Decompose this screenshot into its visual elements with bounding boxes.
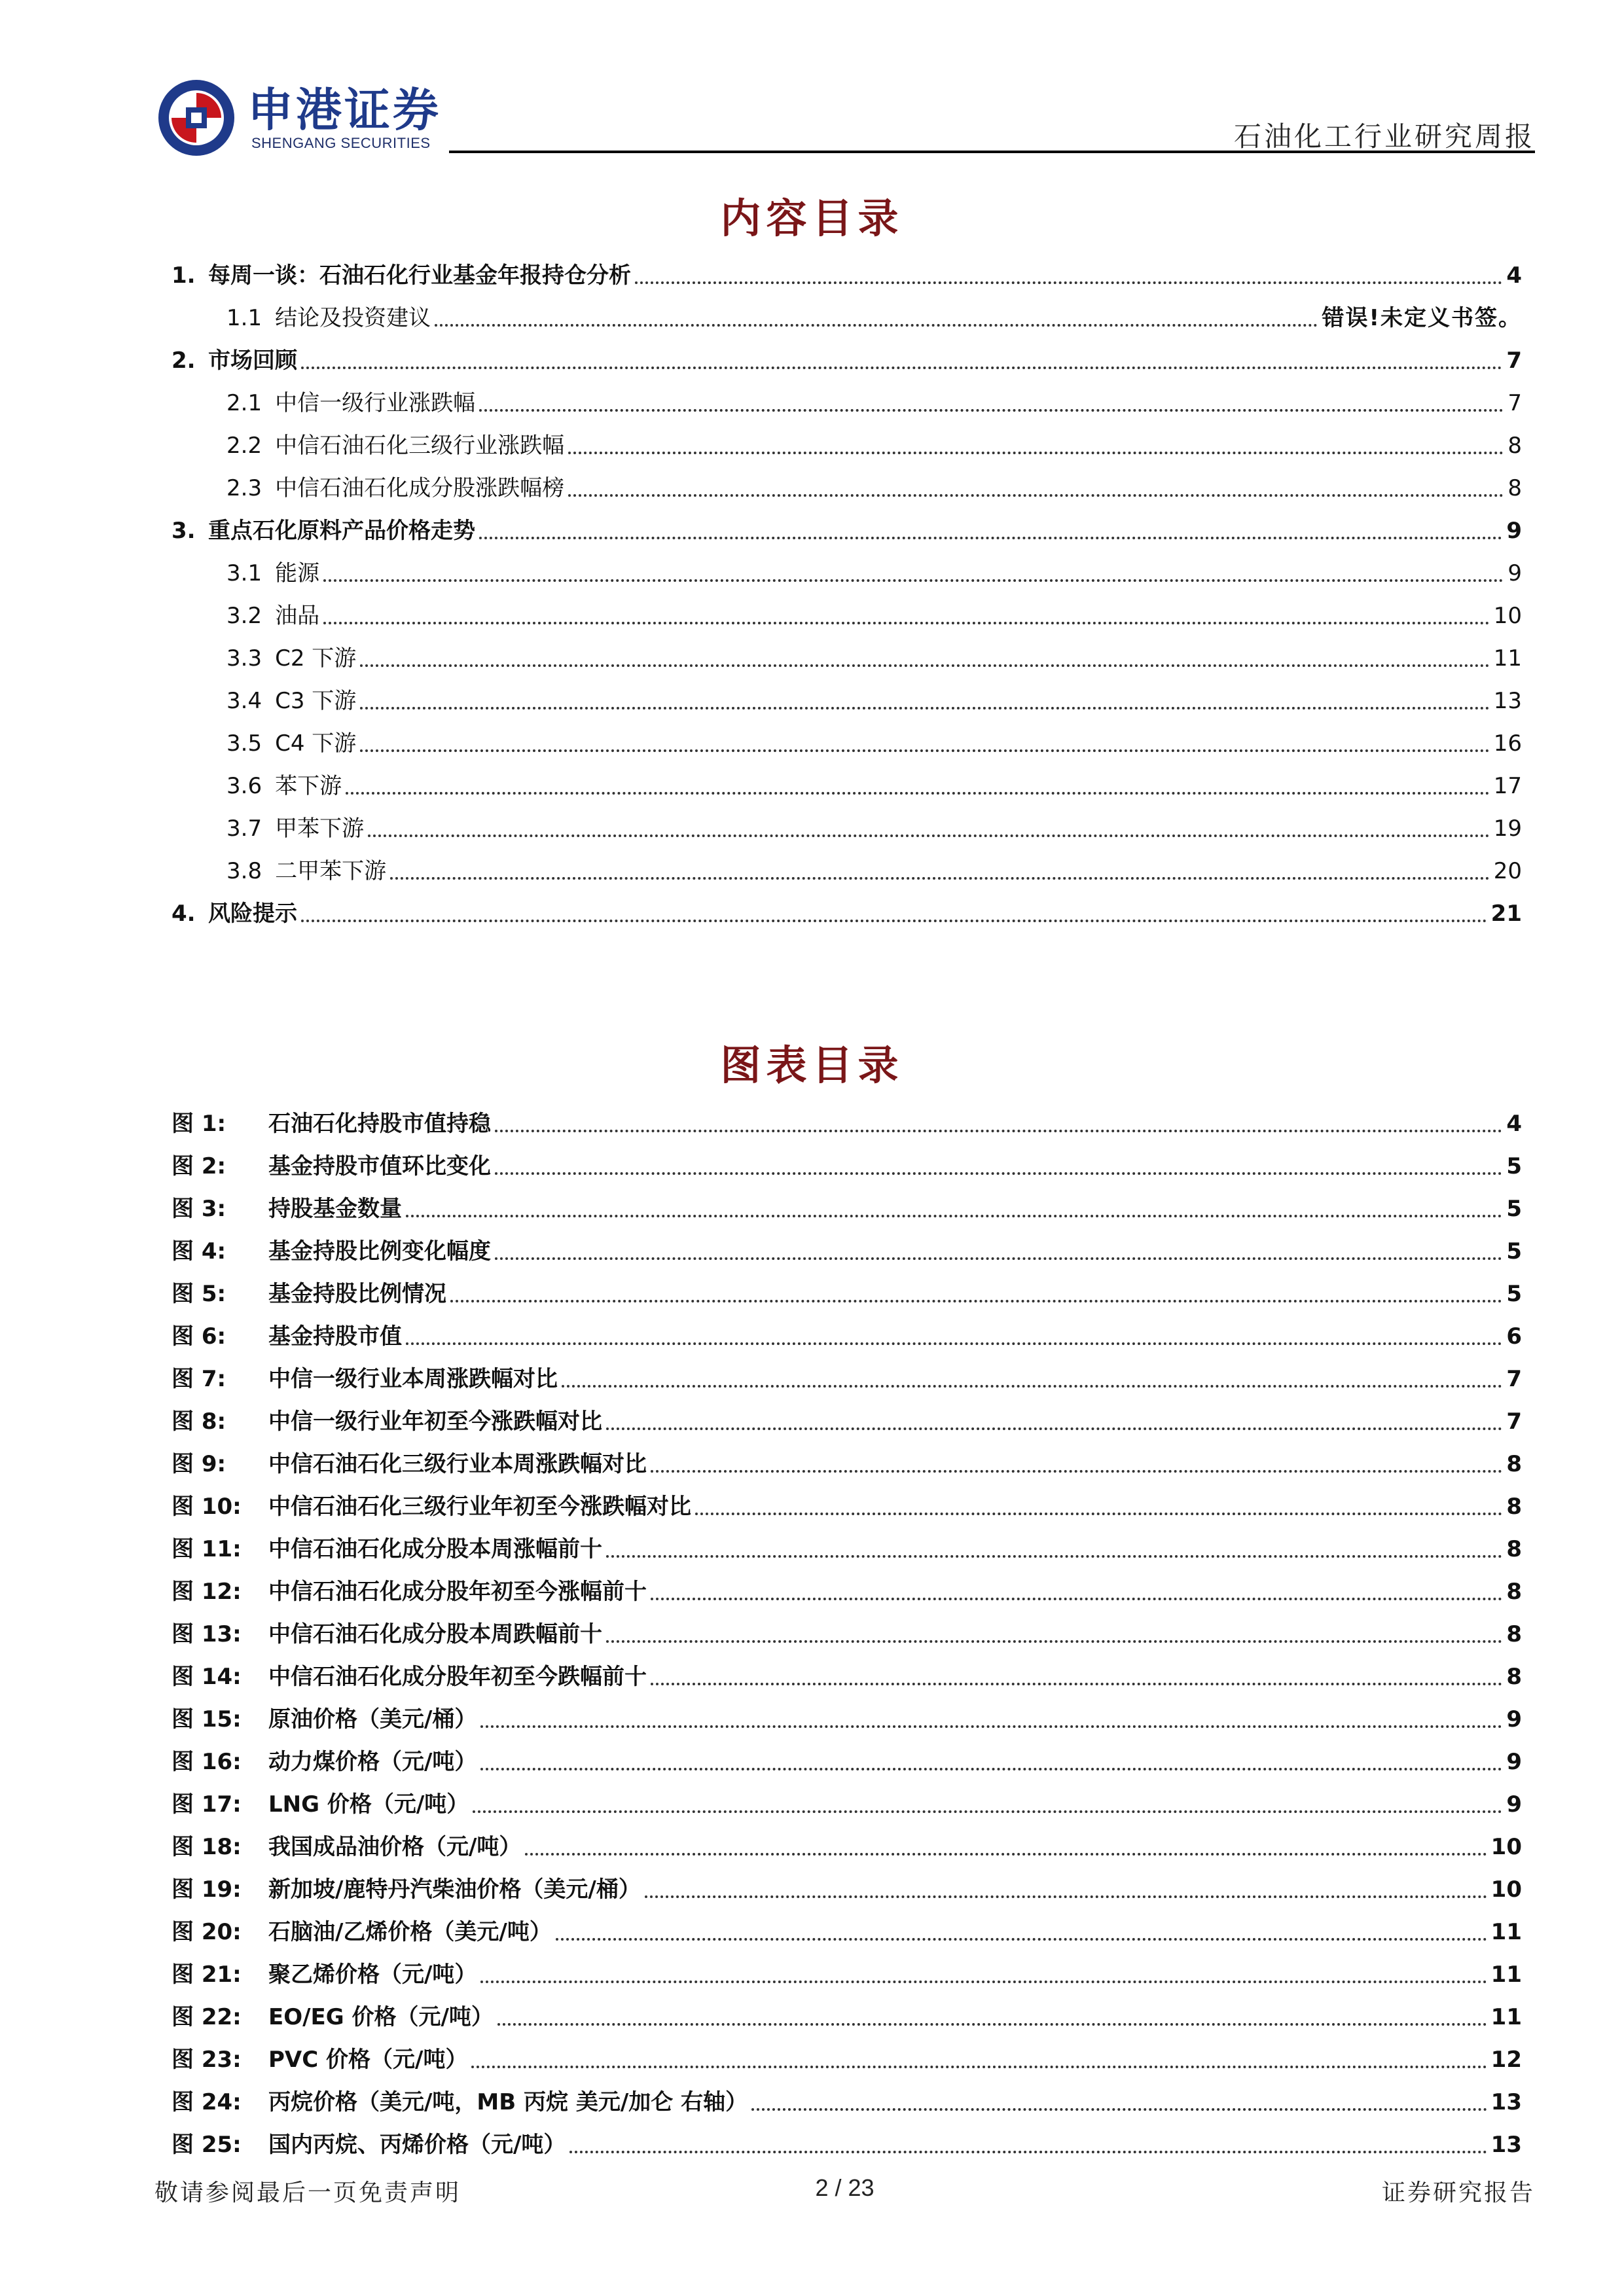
toc-entry-page: 8 [1507, 475, 1522, 501]
toc-entry-number: 3.3 [226, 645, 262, 672]
toc-entry[interactable] [171, 384, 1522, 418]
dot-leader [323, 579, 1504, 582]
figure-entry[interactable] [171, 1998, 1522, 2032]
toc-entry-label: 二甲苯下游 [275, 858, 387, 884]
figures-heading: 图表目录 [720, 1041, 904, 1089]
dot-leader [495, 1257, 1502, 1260]
figure-entry-page: 6 [1506, 1323, 1522, 1350]
figure-entry-label: 石油石化持股市值持稳 [268, 1111, 491, 1137]
toc-entry[interactable] [171, 469, 1522, 503]
figure-entry-label: 新加坡/鹿特丹汽柴油价格（美元/桶） [268, 1876, 641, 1903]
toc-entry-number: 3.8 [226, 858, 262, 884]
figure-entry-label: 基金持股市值 [268, 1323, 402, 1350]
toc-entry[interactable] [171, 554, 1522, 588]
figure-entry[interactable] [171, 1573, 1522, 1607]
figure-entry[interactable] [171, 2083, 1522, 2117]
dot-leader [301, 920, 1487, 922]
figure-entry[interactable] [171, 1190, 1522, 1224]
toc-entry-number: 2.1 [226, 390, 262, 416]
figure-entry-number: 图 14: [171, 1664, 242, 1690]
toc-entry[interactable] [171, 852, 1522, 886]
figure-entry-page: 5 [1506, 1196, 1522, 1222]
figure-entry-page: 9 [1506, 1706, 1522, 1732]
toc-entry-label: 甲苯下游 [275, 816, 365, 842]
dot-leader [479, 537, 1502, 539]
toc-entry-label: 能源 [275, 560, 320, 586]
toc-entry-label: 中信石油石化成分股涨跌幅榜 [275, 475, 565, 501]
dot-leader [651, 1470, 1502, 1473]
figure-entry-page: 10 [1490, 1876, 1522, 1903]
figure-entry-page: 8 [1506, 1579, 1522, 1605]
figure-entry-number: 图 23: [171, 2047, 242, 2073]
figure-entry[interactable] [171, 1403, 1522, 1437]
figure-entry-page: 13 [1490, 2089, 1522, 2115]
figure-entry-number: 图 21: [171, 1962, 242, 1988]
dot-leader [479, 409, 1504, 412]
toc-entry-label: 中信石油石化三级行业涨跌幅 [275, 433, 565, 459]
dot-leader [406, 1215, 1502, 1217]
dot-leader [562, 1385, 1502, 1388]
figure-entry-label: 中信一级行业年初至今涨跌幅对比 [268, 1408, 602, 1435]
figure-entry-page: 5 [1506, 1238, 1522, 1265]
dot-leader [635, 281, 1502, 284]
figure-entry-page: 5 [1506, 1153, 1522, 1179]
figure-entry-label: 基金持股比例变化幅度 [268, 1238, 491, 1265]
figure-entry[interactable] [171, 1871, 1522, 1905]
figure-entry-label: 中信石油石化三级行业年初至今涨跌幅对比 [268, 1494, 691, 1520]
figure-entry-number: 图 7: [171, 1366, 226, 1392]
dot-leader [645, 1895, 1487, 1898]
figure-entry-label: 石脑油/乙烯价格（美元/吨） [268, 1919, 552, 1945]
toc-entry[interactable] [171, 639, 1522, 673]
toc-entry-page: 9 [1507, 560, 1522, 586]
figure-entry-label: 原油价格（美元/桶） [268, 1706, 477, 1732]
figure-entry-number: 图 20: [171, 1919, 242, 1945]
figure-entry[interactable] [171, 1318, 1522, 1352]
dot-leader [346, 792, 1490, 795]
figure-entry[interactable] [171, 1147, 1522, 1181]
figure-entry-label: 基金持股比例情况 [268, 1281, 446, 1307]
toc-entry[interactable] [171, 767, 1522, 801]
figure-entry-number: 图 2: [171, 1153, 226, 1179]
toc-entry-number: 3.5 [226, 730, 262, 757]
figure-entry-label: 中信石油石化三级行业本周涨跌幅对比 [268, 1451, 647, 1477]
figure-entry[interactable] [171, 1615, 1522, 1649]
toc-entry-number: 3.7 [226, 816, 262, 842]
dot-leader [480, 1725, 1502, 1728]
toc-entry[interactable] [171, 682, 1522, 716]
toc-entry-page: 9 [1506, 518, 1522, 544]
figure-entry-page: 10 [1490, 1834, 1522, 1860]
figure-entry-page: 4 [1506, 1111, 1522, 1137]
figure-entry-page: 8 [1506, 1451, 1522, 1477]
toc-entry-page: 11 [1493, 645, 1522, 672]
figure-entry-page: 11 [1490, 1962, 1522, 1988]
toc-entry-label: 每周一谈：石油石化行业基金年报持仓分析 [208, 262, 631, 289]
dot-leader [497, 2023, 1487, 2026]
figure-entry-number: 图 19: [171, 1876, 242, 1903]
toc-entry-number: 1. [171, 262, 196, 289]
toc-entry-number: 4. [171, 901, 196, 927]
page-number: 2 / 23 [815, 2174, 875, 2201]
figure-entry[interactable] [171, 1913, 1522, 1947]
toc-entry-page: 10 [1493, 603, 1522, 629]
toc-entry-label: 苯下游 [275, 773, 342, 799]
dot-leader [360, 664, 1489, 667]
toc-entry[interactable] [171, 597, 1522, 631]
figure-entry[interactable] [171, 1530, 1522, 1564]
figure-entry[interactable] [171, 1105, 1522, 1139]
figure-entry-label: 中信一级行业本周涨跌幅对比 [268, 1366, 558, 1392]
shengang-logo-icon [156, 77, 237, 158]
dot-leader [695, 1513, 1502, 1515]
toc-entry-page: 19 [1493, 816, 1522, 842]
toc-entry-label: C3 下游 [275, 688, 357, 714]
figure-entry[interactable] [171, 1488, 1522, 1522]
figure-entry[interactable] [171, 1360, 1522, 1394]
figure-entry[interactable] [171, 1232, 1522, 1266]
figure-entry-page: 9 [1506, 1749, 1522, 1775]
figure-entry-number: 图 18: [171, 1834, 242, 1860]
dot-leader [606, 1640, 1502, 1643]
figure-entry-number: 图 15: [171, 1706, 242, 1732]
figure-entry-label: 动力煤价格（元/吨） [268, 1749, 477, 1775]
toc-entry-number: 3.2 [226, 603, 262, 629]
figure-entry-page: 8 [1506, 1536, 1522, 1562]
brand-name-en: SHENGANG SECURITIES [251, 135, 431, 151]
toc-entry-page: 16 [1493, 730, 1522, 757]
figure-entry-label: 我国成品油价格（元/吨） [268, 1834, 522, 1860]
dot-leader [556, 1938, 1487, 1941]
dot-leader [651, 1683, 1502, 1685]
toc-entry-label: 风险提示 [208, 901, 297, 927]
toc-entry-page: 17 [1493, 773, 1522, 799]
dot-leader [495, 1130, 1502, 1132]
figure-entry-page: 9 [1506, 1791, 1522, 1818]
dot-leader [360, 749, 1489, 752]
page-footer [154, 2174, 1535, 2208]
toc-entry-label: 中信一级行业涨跌幅 [275, 390, 476, 416]
figure-entry[interactable] [171, 1828, 1522, 1862]
figure-entry[interactable] [171, 1658, 1522, 1692]
figure-entry-label: 中信石油石化成分股年初至今涨幅前十 [268, 1579, 647, 1605]
figure-entry-number: 图 6: [171, 1323, 226, 1350]
figure-entry-number: 图 24: [171, 2089, 242, 2115]
figure-entry-number: 图 3: [171, 1196, 226, 1222]
figure-entry-number: 图 1: [171, 1111, 226, 1137]
toc-entry-label: C2 下游 [275, 645, 357, 672]
toc-heading: 内容目录 [720, 194, 904, 242]
dot-leader [480, 1768, 1502, 1770]
dot-leader [751, 2108, 1487, 2111]
toc-entry-page: 8 [1507, 433, 1522, 459]
toc-entry[interactable] [171, 895, 1522, 929]
toc-entry[interactable] [171, 257, 1522, 291]
figure-entry[interactable] [171, 2126, 1522, 2160]
dot-leader [495, 1172, 1502, 1175]
toc-entry-number: 3. [171, 518, 196, 544]
figure-entry[interactable] [171, 1275, 1522, 1309]
figure-entry-label: 基金持股市值环比变化 [268, 1153, 491, 1179]
figure-entry-label: EO/EG 价格（元/吨） [268, 2004, 494, 2030]
dot-leader [435, 324, 1318, 327]
figure-entry-page: 11 [1490, 1919, 1522, 1945]
figure-entry-page: 8 [1506, 1494, 1522, 1520]
figure-entry[interactable] [171, 1785, 1522, 1820]
figure-entry-label: 持股基金数量 [268, 1196, 402, 1222]
toc-entry-page: 7 [1506, 348, 1522, 374]
figure-entry-label: 丙烷价格（美元/吨，MB 丙烷 美元/加仑 右轴） [268, 2089, 748, 2115]
toc-entry-label: 油品 [275, 603, 320, 629]
dot-leader [568, 452, 1504, 454]
figure-entry-number: 图 9: [171, 1451, 226, 1477]
figure-entry-number: 图 4: [171, 1238, 226, 1265]
figure-entry-number: 图 16: [171, 1749, 242, 1775]
dot-leader [568, 494, 1504, 497]
toc-entry[interactable] [171, 299, 1522, 333]
figure-entry-number: 图 11: [171, 1536, 242, 1562]
dot-leader [368, 834, 1490, 837]
figure-entry-page: 8 [1506, 1621, 1522, 1647]
toc-entry-page: 20 [1493, 858, 1522, 884]
figure-entry-label: PVC 价格（元/吨） [268, 2047, 468, 2073]
toc-entry-number: 3.1 [226, 560, 262, 586]
figure-entry-number: 图 8: [171, 1408, 226, 1435]
toc-entry-page: 13 [1493, 688, 1522, 714]
toc-entry-label: C4 下游 [275, 730, 357, 757]
dot-leader [301, 367, 1502, 369]
figure-entry-number: 图 25: [171, 2132, 242, 2158]
figure-entry[interactable] [171, 1743, 1522, 1777]
toc-entry-number: 2.2 [226, 433, 262, 459]
brand-name-cn: 申港证券 [247, 83, 441, 137]
figure-entry-number: 图 10: [171, 1494, 242, 1520]
figure-entry-label: 国内丙烷、丙烯价格（元/吨） [268, 2132, 566, 2158]
dot-leader [390, 877, 1490, 880]
figure-entry-number: 图 5: [171, 1281, 226, 1307]
toc-entry[interactable] [171, 810, 1522, 844]
figure-entry-page: 7 [1506, 1408, 1522, 1435]
figure-entry-label: LNG 价格（元/吨） [268, 1791, 469, 1818]
figure-entry[interactable] [171, 2041, 1522, 2075]
toc-entry-page: 错误!未定义书签。 [1322, 305, 1522, 331]
figure-entry-page: 5 [1506, 1281, 1522, 1307]
figure-entry-page: 7 [1506, 1366, 1522, 1392]
dot-leader [450, 1300, 1502, 1302]
figure-entry[interactable] [171, 1956, 1522, 1990]
dot-leader [606, 1555, 1502, 1558]
dot-leader [360, 707, 1489, 709]
toc-entry-label: 市场回顾 [208, 348, 297, 374]
toc-entry-number: 2.3 [226, 475, 262, 501]
dot-leader [606, 1427, 1502, 1430]
figure-entry[interactable] [171, 1700, 1522, 1734]
figure-entry-page: 12 [1490, 2047, 1522, 2073]
dot-leader [480, 1981, 1487, 1983]
header-divider [449, 151, 1535, 153]
dot-leader [473, 1810, 1502, 1813]
figure-entry-page: 13 [1490, 2132, 1522, 2158]
toc-entry-number: 3.4 [226, 688, 262, 714]
report-title: 石油化工行业研究周报 [1233, 120, 1535, 152]
dot-leader [525, 1853, 1487, 1856]
toc-entry[interactable] [171, 342, 1522, 376]
toc-entry-number: 3.6 [226, 773, 262, 799]
toc-entry-number: 2. [171, 348, 196, 374]
toc-entry-label: 重点石化原料产品价格走势 [208, 518, 475, 544]
figure-entry-number: 图 22: [171, 2004, 242, 2030]
figure-entry-page: 11 [1490, 2004, 1522, 2030]
dot-leader [569, 2151, 1487, 2153]
dot-leader [406, 1342, 1502, 1345]
figure-entry-label: 中信石油石化成分股年初至今跌幅前十 [268, 1664, 647, 1690]
dot-leader [471, 2066, 1487, 2068]
page-header [0, 0, 1624, 157]
figure-entry-label: 中信石油石化成分股本周涨幅前十 [268, 1536, 602, 1562]
dot-leader [323, 622, 1490, 624]
toc-entry-page: 4 [1506, 262, 1522, 289]
toc-entry-label: 结论及投资建议 [275, 305, 431, 331]
toc-entry-number: 1.1 [226, 305, 262, 331]
toc-entry[interactable] [171, 427, 1522, 461]
toc-entry-page: 7 [1507, 390, 1522, 416]
figure-entry-label: 中信石油石化成分股本周跌幅前十 [268, 1621, 602, 1647]
footer-disclaimer: 敬请参阅最后一页免责声明 [154, 2179, 461, 2206]
figure-entry-page: 8 [1506, 1664, 1522, 1690]
toc-entry[interactable] [171, 512, 1522, 546]
figure-entry[interactable] [171, 1445, 1522, 1479]
report-type: 证券研究报告 [1381, 2179, 1535, 2206]
figure-entry-number: 图 13: [171, 1621, 242, 1647]
toc-entry-page: 21 [1490, 901, 1522, 927]
figure-entry-number: 图 17: [171, 1791, 242, 1818]
figure-entry-number: 图 12: [171, 1579, 242, 1605]
dot-leader [651, 1598, 1502, 1600]
toc-entry[interactable] [171, 725, 1522, 759]
figure-entry-label: 聚乙烯价格（元/吨） [268, 1962, 477, 1988]
